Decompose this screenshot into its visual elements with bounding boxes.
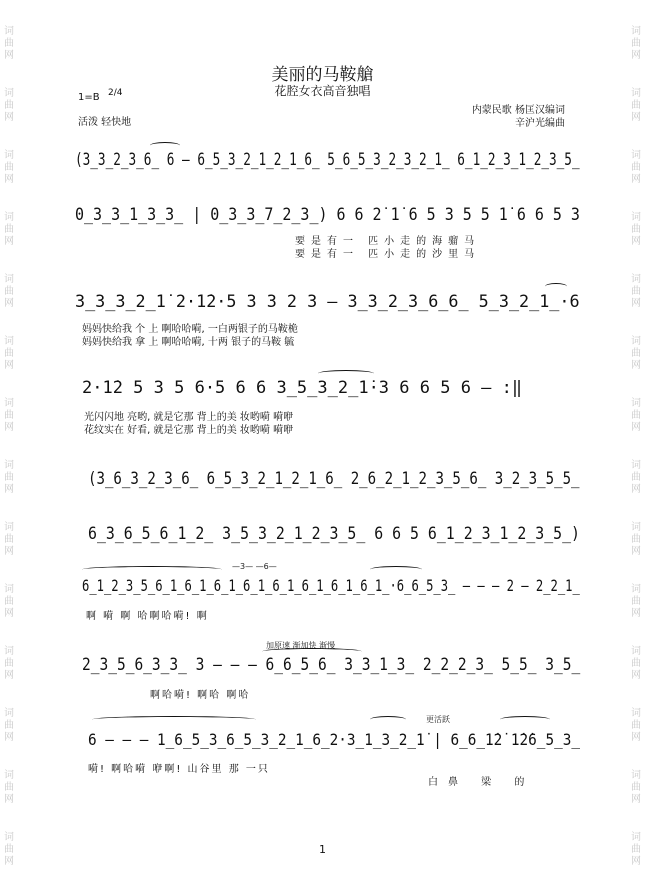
lyric-row-4-verse-2: 花纹实在 好看, 就是它那 背上的美 妆哟嗬 嗬咿 <box>84 425 294 436</box>
watermark-stamp: 词曲网 <box>631 832 641 867</box>
phrase-slur <box>92 716 256 723</box>
lyric-row-2-verse-1: 要是有一 匹小走的海骝马 <box>295 236 481 247</box>
watermark-stamp: 词曲网 <box>631 336 641 371</box>
score-row-9: 6 — — — 1̲6̲5̲3̲6̲5̲3̲2̲1̲6̲2·3̲1̲3̲2̲1̇ | 6̲6̲1̇2̇ 1̇2̇6̲5̲3̲ <box>88 730 580 749</box>
watermark-stamp: 词曲网 <box>631 212 641 247</box>
key-signature: 1=B <box>78 92 100 103</box>
watermark-stamp: 词曲网 <box>631 274 641 309</box>
watermark-stamp: 词曲网 <box>631 88 641 123</box>
slur <box>318 370 374 377</box>
watermark-stamp: 词曲网 <box>4 88 14 123</box>
watermark-stamp: 词曲网 <box>631 398 641 433</box>
tempo-marking: 活泼 轻快地 <box>78 117 132 128</box>
expression-mark: 更活跃 <box>426 715 450 724</box>
slur <box>545 283 567 290</box>
page-subtitle: 花腔女衣高音独唱 <box>274 84 371 98</box>
score-row-2: 0̲3̲3̲1̲3̲3̲ | 0̲3̲3̲7̲2̲3̲) 6 6 2̇ 1̇ 6 5 3 5 5 1̇ 6 6 5 3 <box>75 205 580 225</box>
lyric-row-8: 啊哈嗬! 啊哈 啊哈 <box>150 690 251 701</box>
score-row-1: (3̲3̲2̲3̲6̲ 6 — 6̲5̲3̲2̲1̲2̲1̲6̲ 5̲6̲5̲3̲2̲3̲2̲1̲ 6̲1̲2̲3̲1̲2̲3̲5̲ <box>75 150 580 170</box>
slur <box>500 716 550 723</box>
watermark-stamp: 词曲网 <box>4 770 14 805</box>
watermark-left <box>2 0 16 891</box>
time-signature: 2/4 <box>108 88 123 98</box>
credits-line-1: 内蒙民歌 杨匡汉编词 <box>471 105 565 116</box>
watermark-stamp: 词曲网 <box>4 274 14 309</box>
watermark-stamp: 词曲网 <box>631 522 641 557</box>
lyric-row-3-verse-2: 妈妈快给我 拿 上 啊哈哈嗬, 十两 银子的马鞍 毓 <box>82 337 295 348</box>
tuplet-marks: —3— —6— <box>232 562 277 571</box>
lyric-row-3-verse-1: 妈妈快给我 个 上 啊哈哈嗬, 一白两银子的马鞍桅 <box>82 324 298 335</box>
tie <box>150 142 180 149</box>
lyric-row-2-verse-2: 要是有一 匹小走的沙里马 <box>295 249 481 260</box>
score-row-7: 6̲1̲2̲3̲5̲6̲1̲6̲1̲6̲1̲6̲1̲6̲1̲6̲1̲6̲1̲6̲1̲·6̲6̲5̲3̲ — — — 2 — 2̲2̲1̲ <box>82 576 580 595</box>
watermark-stamp: 词曲网 <box>631 584 641 619</box>
phrase-slur <box>82 566 222 573</box>
slur <box>370 566 422 573</box>
watermark-stamp: 词曲网 <box>631 26 641 61</box>
score-row-3: 3̲3̲3̲2̲1̇ 2·1̇2·5 3 3 2 3 — 3̲3̲2̲3̲6̲6̲ 5̲3̲2̲1̲·6 <box>75 292 580 312</box>
page-number: 1 <box>319 843 326 856</box>
watermark-stamp: 词曲网 <box>4 646 14 681</box>
lyric-row-7: 啊 嗬 啊 哈啊哈嗬! 啊 <box>86 611 209 622</box>
slur <box>370 716 406 723</box>
slur <box>262 648 362 655</box>
score-row-6: 6̲3̲6̲5̲6̲1̲2̲ 3̲5̲3̲2̲1̲2̲3̲5̲ 6 6 5 6̲1̲2̲3̲1̲2̲3̲5̲) <box>88 524 580 544</box>
watermark-stamp: 词曲网 <box>4 336 14 371</box>
watermark-stamp: 词曲网 <box>631 770 641 805</box>
watermark-stamp: 词曲网 <box>4 832 14 867</box>
lyric-row-4-verse-1: 光闪闪地 亮哟, 就是它那 背上的美 妆哟嗬 嗬咿 <box>84 412 294 423</box>
watermark-stamp: 词曲网 <box>4 398 14 433</box>
watermark-stamp: 词曲网 <box>4 150 14 185</box>
watermark-stamp: 词曲网 <box>631 646 641 681</box>
watermark-stamp: 词曲网 <box>4 212 14 247</box>
score-row-4: 2·1̇2 5 3 5 6·5 6 6 3̲5̲3̲2̲1̇·3 6 6 5 6 — :‖ <box>82 378 523 398</box>
watermark-stamp: 词曲网 <box>631 460 641 495</box>
lyric-row-9-verse-1: 嗬! 啊哈嗬 咿啊! 山谷里 那 一只 <box>88 764 270 775</box>
watermark-right <box>629 0 643 891</box>
credits-line-2: 辛沪光编曲 <box>515 118 565 129</box>
page-title: 美丽的马鞍艙 <box>271 65 374 85</box>
watermark-stamp: 词曲网 <box>4 460 14 495</box>
watermark-stamp: 词曲网 <box>631 708 641 743</box>
watermark-stamp: 词曲网 <box>4 708 14 743</box>
watermark-stamp: 词曲网 <box>631 150 641 185</box>
score-row-5: (3̲6̲3̲2̲3̲6̲ 6̲5̲3̲2̲1̲2̲1̲6̲ 2̲6̲2̲1̲2̲3̲5̲6̲ 3̲2̲3̲5̲5̲ <box>88 469 580 489</box>
watermark-stamp: 词曲网 <box>4 26 14 61</box>
tempo-marks: 加原速 渐加快 渐慢 <box>266 641 336 650</box>
watermark-stamp: 词曲网 <box>4 584 14 619</box>
score-row-8: 2̲3̲5̲6̲3̲3̲ 3 — — — 6̲6̲5̲6̲ 3̲3̲1̲3̲ 2̲2̲2̲3̲ 5̲5̲ 3̲5̲ <box>82 655 581 675</box>
watermark-stamp: 词曲网 <box>4 522 14 557</box>
lyric-row-9-verse-2: 白鼻 梁 的 <box>428 777 535 788</box>
